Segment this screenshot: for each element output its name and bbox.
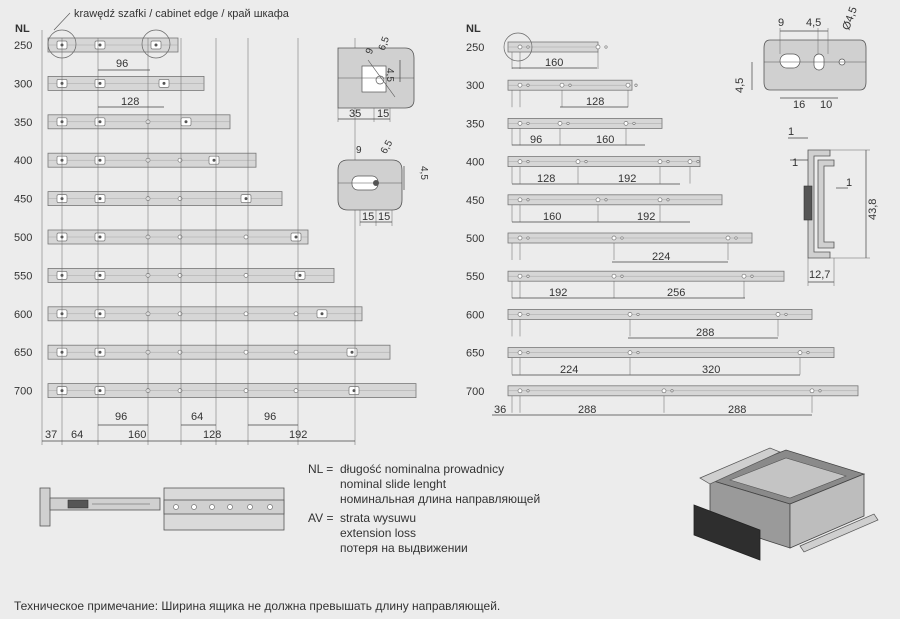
right-rail-hole-small — [785, 313, 787, 315]
legend — [308, 462, 540, 555]
legend-nl-key: NL = — [308, 462, 334, 476]
dim-lower-0: 37 — [45, 429, 58, 441]
right-rail-hole — [518, 236, 522, 240]
detail3-label-9: 9 — [778, 17, 785, 29]
legend-av-line-1: extension loss — [340, 526, 417, 540]
right-rail-hole — [518, 351, 522, 355]
right-rail-hole — [596, 45, 600, 49]
right-rail-hole — [612, 274, 616, 278]
right-rail-hole — [518, 45, 522, 49]
right-length-label: 700 — [466, 385, 485, 398]
right-rail-hole-small — [621, 237, 623, 239]
left-rail-pin — [295, 236, 298, 239]
right-rail-hole-small — [527, 46, 529, 48]
left-rail-pin — [245, 197, 248, 200]
right-rail-hole-small — [633, 122, 635, 124]
right-rail-hole-small — [621, 275, 623, 277]
right-rail-hole — [576, 160, 580, 164]
dim-r300-0: 128 — [586, 96, 605, 108]
left-length-label: 250 — [14, 40, 33, 52]
left-rail-hole — [244, 235, 248, 239]
left-rail-pin — [99, 236, 102, 239]
detail2-label-15b: 15 — [378, 211, 391, 223]
left-rail-hole — [178, 389, 182, 393]
left-rail-hole — [178, 273, 182, 277]
left-length-label: 500 — [14, 232, 33, 244]
right-rail-hole — [726, 236, 730, 240]
right-rail-hole-small — [569, 84, 571, 86]
right-rail-hole — [518, 274, 522, 278]
left-length-label: 400 — [14, 155, 33, 168]
drawer-illustration — [694, 448, 878, 560]
left-rail-pin — [99, 389, 102, 392]
dim-r650-1: 320 — [702, 364, 721, 376]
left-rail-hole — [178, 350, 182, 354]
left-rail-pin — [321, 312, 324, 315]
left-length-label: 700 — [14, 385, 33, 398]
right-rail-hole — [658, 160, 662, 164]
dim-r700-2: 288 — [728, 404, 747, 416]
detail3-label-10: 10 — [820, 99, 833, 111]
right-rail-hole — [628, 312, 632, 316]
right-rail-hole-small — [807, 351, 809, 353]
left-rail-hole — [178, 312, 182, 316]
right-length-label: 600 — [466, 309, 485, 322]
right-length-label: 550 — [466, 271, 485, 284]
dim-r700-1: 288 — [578, 404, 597, 416]
detail1-label-45: 4,5 — [384, 68, 395, 82]
left-rail-hole — [244, 350, 248, 354]
dim-r250-0: 160 — [545, 57, 564, 69]
footnote: Техническое примечание: Ширина ящика не должна превышать длину направляющей. — [14, 599, 501, 613]
left-rail-pin — [163, 82, 166, 85]
dim-r350-1: 160 — [596, 134, 615, 146]
installed-slide-sketch — [40, 488, 284, 530]
right-rail-hole-small — [527, 122, 529, 124]
right-rail-hole-small — [605, 199, 607, 201]
left-rail-pin — [99, 312, 102, 315]
left-rail-hole — [244, 389, 248, 393]
left-rail-hole — [294, 312, 298, 316]
left-rail-pin — [299, 274, 302, 277]
left-rail-pin — [351, 351, 354, 354]
nl-header-left: NL — [15, 23, 30, 35]
detail2-label-9: 9 — [356, 145, 362, 156]
right-rail-hole — [518, 121, 522, 125]
detail1-label-15: 15 — [377, 108, 390, 120]
right-rail-hole-small — [735, 237, 737, 239]
right-rail-hole — [688, 160, 692, 164]
right-length-label: 650 — [466, 347, 485, 360]
dim-r550-0: 192 — [549, 287, 568, 299]
right-rail-hole — [658, 198, 662, 202]
dim-upper-1: 64 — [191, 411, 204, 423]
left-rail-pin — [99, 197, 102, 200]
detail-plate-right — [734, 5, 866, 111]
right-rail-hole-small — [751, 275, 753, 277]
right-rail-hole-small — [527, 84, 529, 86]
legend-av-line-0: strata wysuwu — [340, 511, 417, 525]
detail1-label-9: 9 — [363, 46, 377, 56]
detail3-label-45b: 4,5 — [734, 77, 746, 93]
legend-nl-line-1: nominal slide lenght — [340, 477, 447, 491]
right-rail-hole — [518, 83, 522, 87]
right-rail-hole — [742, 274, 746, 278]
right-rail-hole — [624, 121, 628, 125]
right-rail-hole-small — [527, 199, 529, 201]
detail3-label-16: 16 — [793, 99, 806, 111]
left-rail-hole — [178, 235, 182, 239]
right-rail-hole-small — [819, 390, 821, 392]
right-rail-hole — [596, 198, 600, 202]
right-rail-hole-small — [527, 390, 529, 392]
dim-r450-1: 192 — [637, 211, 656, 223]
right-rail-hole-small — [667, 160, 669, 162]
right-rail-hole — [518, 312, 522, 316]
left-rail-pin — [99, 274, 102, 277]
right-rail-hole — [628, 351, 632, 355]
dim-r450-0: 160 — [543, 211, 562, 223]
right-length-label: 350 — [466, 118, 485, 131]
detail-profile — [788, 126, 879, 286]
left-bottom-dimensions — [42, 411, 355, 441]
right-rail-hole-small — [697, 160, 699, 162]
profile-label-1b: 1 — [792, 157, 799, 169]
dim-r700-0: 36 — [494, 404, 507, 416]
left-rail-hole — [178, 158, 182, 162]
right-rail-hole — [560, 83, 564, 87]
dim-r400-0: 128 — [537, 173, 556, 185]
left-length-label: 600 — [14, 308, 33, 321]
right-rail-hole-small — [527, 160, 529, 162]
left-length-label: 300 — [14, 78, 33, 91]
dim-lower-3: 128 — [203, 429, 222, 441]
legend-av-key: AV = — [308, 511, 334, 525]
profile-label-438: 43,8 — [867, 198, 879, 220]
right-rail-hole — [612, 236, 616, 240]
detail3-label-45: 4,5 — [806, 17, 822, 29]
profile-label-1c: 1 — [846, 177, 853, 189]
right-rail-hole-small — [527, 237, 529, 239]
dim-r400-1: 192 — [618, 173, 637, 185]
right-rail-hole-small — [635, 84, 637, 86]
right-length-label: 300 — [466, 80, 485, 93]
cabinet-edge-label: krawędź szafki / cabinet edge / край шкафа — [74, 8, 289, 20]
dim-r500-0: 224 — [652, 251, 671, 263]
right-rails — [466, 42, 858, 413]
right-rail-hole-small — [527, 351, 529, 353]
right-rail-hole — [558, 121, 562, 125]
detail-bracket-top — [338, 35, 414, 122]
left-rail-pin — [99, 44, 102, 47]
left-rail-pin — [213, 159, 216, 162]
left-rail-pin — [99, 82, 102, 85]
right-rail-hole-small — [667, 199, 669, 201]
right-rail-hole-small — [527, 275, 529, 277]
left-length-label: 450 — [14, 193, 33, 206]
detail3-label-dia45: Ø4,5 — [840, 5, 860, 32]
right-length-label: 500 — [466, 233, 485, 245]
nl-header-right: NL — [466, 23, 481, 35]
detail2-label-45: 4,5 — [418, 166, 429, 180]
right-length-label: 250 — [466, 42, 485, 54]
legend-av-line-2: потеря на выдвижении — [340, 541, 468, 555]
right-rail-hole-small — [567, 122, 569, 124]
cabinet-edge-leader — [54, 13, 70, 30]
left-rail-pin — [99, 159, 102, 162]
right-length-label: 450 — [466, 194, 485, 207]
left-length-label: 350 — [14, 116, 33, 129]
profile-label-1a: 1 — [788, 126, 795, 138]
right-rail-hole-small — [585, 160, 587, 162]
right-rail-hole — [518, 198, 522, 202]
dim-lower-1: 64 — [71, 429, 84, 441]
right-rail-hole — [810, 389, 814, 393]
right-rail-hole — [776, 312, 780, 316]
right-rail-hole-small — [605, 46, 607, 48]
left-rail-hole — [294, 389, 298, 393]
right-rail-hole — [662, 389, 666, 393]
left-rail-pin — [99, 351, 102, 354]
detail1-label-35: 35 — [349, 108, 362, 120]
dim-r550-1: 256 — [667, 287, 686, 299]
right-rail-hole-small — [671, 390, 673, 392]
dim-r600-0: 288 — [696, 327, 715, 339]
detail2-label-15a: 15 — [362, 211, 375, 223]
right-rail-hole — [626, 83, 630, 87]
legend-nl-line-2: номинальная длина направляющей — [340, 492, 541, 506]
right-rail-hole-small — [637, 351, 639, 353]
legend-nl-line-0: długość nominalna prowadnicy — [340, 462, 505, 476]
left-rail-pin — [185, 120, 188, 123]
left-rail-hole — [244, 312, 248, 316]
left-rail-hole — [178, 197, 182, 201]
left-rail-pin — [99, 120, 102, 123]
left-rail-hole — [244, 273, 248, 277]
detail-bracket-mid — [338, 138, 429, 226]
right-rail-hole — [518, 389, 522, 393]
left-length-label: 650 — [14, 347, 33, 360]
dim-upper-0: 96 — [115, 411, 128, 423]
detail1-label-65: 6,5 — [376, 35, 392, 53]
dim-96-row250: 96 — [116, 58, 129, 70]
left-rail-hole — [294, 350, 298, 354]
left-length-label: 550 — [14, 270, 33, 283]
dim-lower-2: 160 — [128, 429, 147, 441]
dim-r650-0: 224 — [560, 364, 579, 376]
dim-lower-4: 192 — [289, 429, 308, 441]
profile-label-127: 12,7 — [809, 269, 831, 281]
right-rail-hole-small — [637, 313, 639, 315]
detail2-label-65: 6,5 — [378, 138, 396, 156]
right-rail-hole-small — [527, 313, 529, 315]
left-rail-pin — [155, 44, 158, 47]
right-rail-hole — [518, 160, 522, 164]
right-rail-hole — [798, 351, 802, 355]
dim-upper-2: 96 — [264, 411, 277, 423]
dim-128-row300: 128 — [121, 96, 140, 108]
right-length-label: 400 — [466, 156, 485, 169]
dim-r350-0: 96 — [530, 134, 543, 146]
